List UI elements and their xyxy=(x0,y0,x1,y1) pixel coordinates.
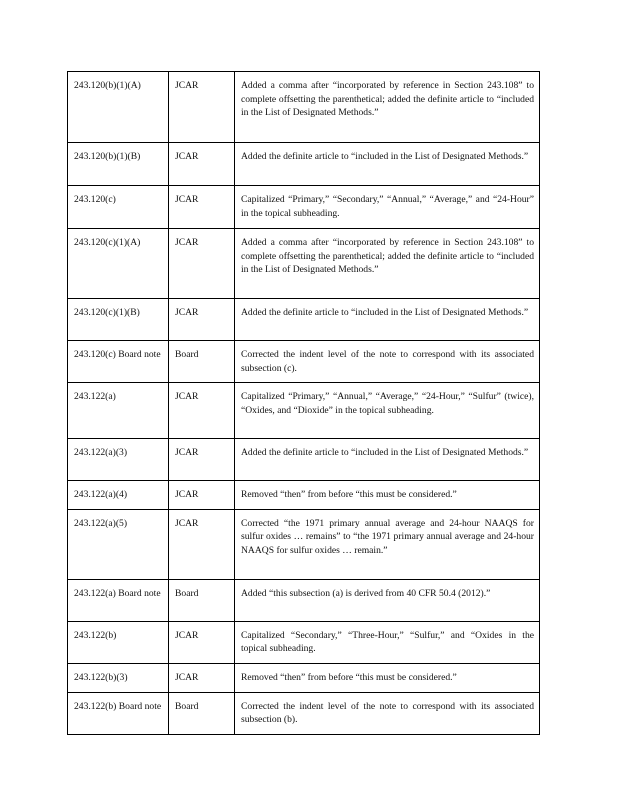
section-cell: 243.120(c) Board note xyxy=(68,341,169,383)
description-cell: Corrected the indent level of the note to correspond with its associated subsection (b). xyxy=(235,692,540,734)
description-cell: Capitalized “Secondary,” “Three-Hour,” “Sulfur,” and “Oxides in the topical subheading. xyxy=(235,621,540,663)
table-row xyxy=(68,579,540,621)
section-cell: 243.122(a) xyxy=(68,383,169,439)
table-row xyxy=(68,186,540,229)
description-cell: Removed “then” from before “this must be considered.” xyxy=(235,481,540,510)
source-cell: JCAR xyxy=(169,383,235,439)
section-cell: 243.122(a)(3) xyxy=(68,439,169,481)
section-cell: 243.120(c) xyxy=(68,186,169,229)
source-cell: JCAR xyxy=(169,72,235,143)
table-row xyxy=(68,383,540,439)
section-cell: 243.120(c)(1)(A) xyxy=(68,229,169,299)
description-cell: Corrected the indent level of the note to correspond with its associated subsection (c). xyxy=(235,341,540,383)
source-cell: JCAR xyxy=(169,481,235,510)
table-row xyxy=(68,229,540,299)
description-cell: Added the definite article to “included in the List of Designated Methods.” xyxy=(235,143,540,186)
table-row xyxy=(68,481,540,510)
table-row xyxy=(68,299,540,341)
table-row xyxy=(68,621,540,663)
section-cell: 243.122(b) xyxy=(68,621,169,663)
table-row xyxy=(68,509,540,579)
description-cell: Capitalized “Primary,” “Secondary,” “Annual,” “Average,” and “24-Hour” in the topical subheading. xyxy=(235,186,540,229)
source-cell: JCAR xyxy=(169,509,235,579)
section-cell: 243.122(a) Board note xyxy=(68,579,169,621)
section-cell: 243.122(a)(4) xyxy=(68,481,169,510)
description-cell: Added a comma after “incorporated by reference in Section 243.108” to complete offsetting the parenthetical; added the definite article to “included in the List of Designated Methods.” xyxy=(235,72,540,143)
source-cell: Board xyxy=(169,579,235,621)
table-row xyxy=(68,143,540,186)
table-row xyxy=(68,439,540,481)
table-row xyxy=(68,663,540,692)
source-cell: JCAR xyxy=(169,229,235,299)
table-row xyxy=(68,341,540,383)
description-cell: Added the definite article to “included in the List of Designated Methods.” xyxy=(235,299,540,341)
source-cell: JCAR xyxy=(169,143,235,186)
table-row xyxy=(68,692,540,734)
section-cell: 243.120(c)(1)(B) xyxy=(68,299,169,341)
description-cell: Added a comma after “incorporated by reference in Section 243.108” to complete offsetting the parenthetical; added the definite article to “included in the List of Designated Methods.” xyxy=(235,229,540,299)
source-cell: Board xyxy=(169,341,235,383)
source-cell: JCAR xyxy=(169,621,235,663)
table-row xyxy=(68,72,540,143)
section-cell: 243.122(b)(3) xyxy=(68,663,169,692)
description-cell: Added the definite article to “included in the List of Designated Methods.” xyxy=(235,439,540,481)
source-cell: JCAR xyxy=(169,186,235,229)
description-cell: Corrected “the 1971 primary annual average and 24-hour NAAQS for sulfur oxides … remains” to “the 1971 primary annual average and 24-hour NAAQS for sulfur oxides … remain.” xyxy=(235,509,540,579)
description-cell: Capitalized “Primary,” “Annual,” “Average,” “24-Hour,” “Sulfur” (twice), “Oxides, and “Dioxide” in the topical subheading. xyxy=(235,383,540,439)
source-cell: Board xyxy=(169,692,235,734)
section-cell: 243.122(a)(5) xyxy=(68,509,169,579)
source-cell: JCAR xyxy=(169,663,235,692)
section-cell: 243.122(b) Board note xyxy=(68,692,169,734)
changes-table xyxy=(67,71,540,735)
section-cell: 243.120(b)(1)(B) xyxy=(68,143,169,186)
source-cell: JCAR xyxy=(169,299,235,341)
description-cell: Added “this subsection (a) is derived from 40 CFR 50.4 (2012).” xyxy=(235,579,540,621)
description-cell: Removed “then” from before “this must be considered.” xyxy=(235,663,540,692)
source-cell: JCAR xyxy=(169,439,235,481)
section-cell: 243.120(b)(1)(A) xyxy=(68,72,169,143)
